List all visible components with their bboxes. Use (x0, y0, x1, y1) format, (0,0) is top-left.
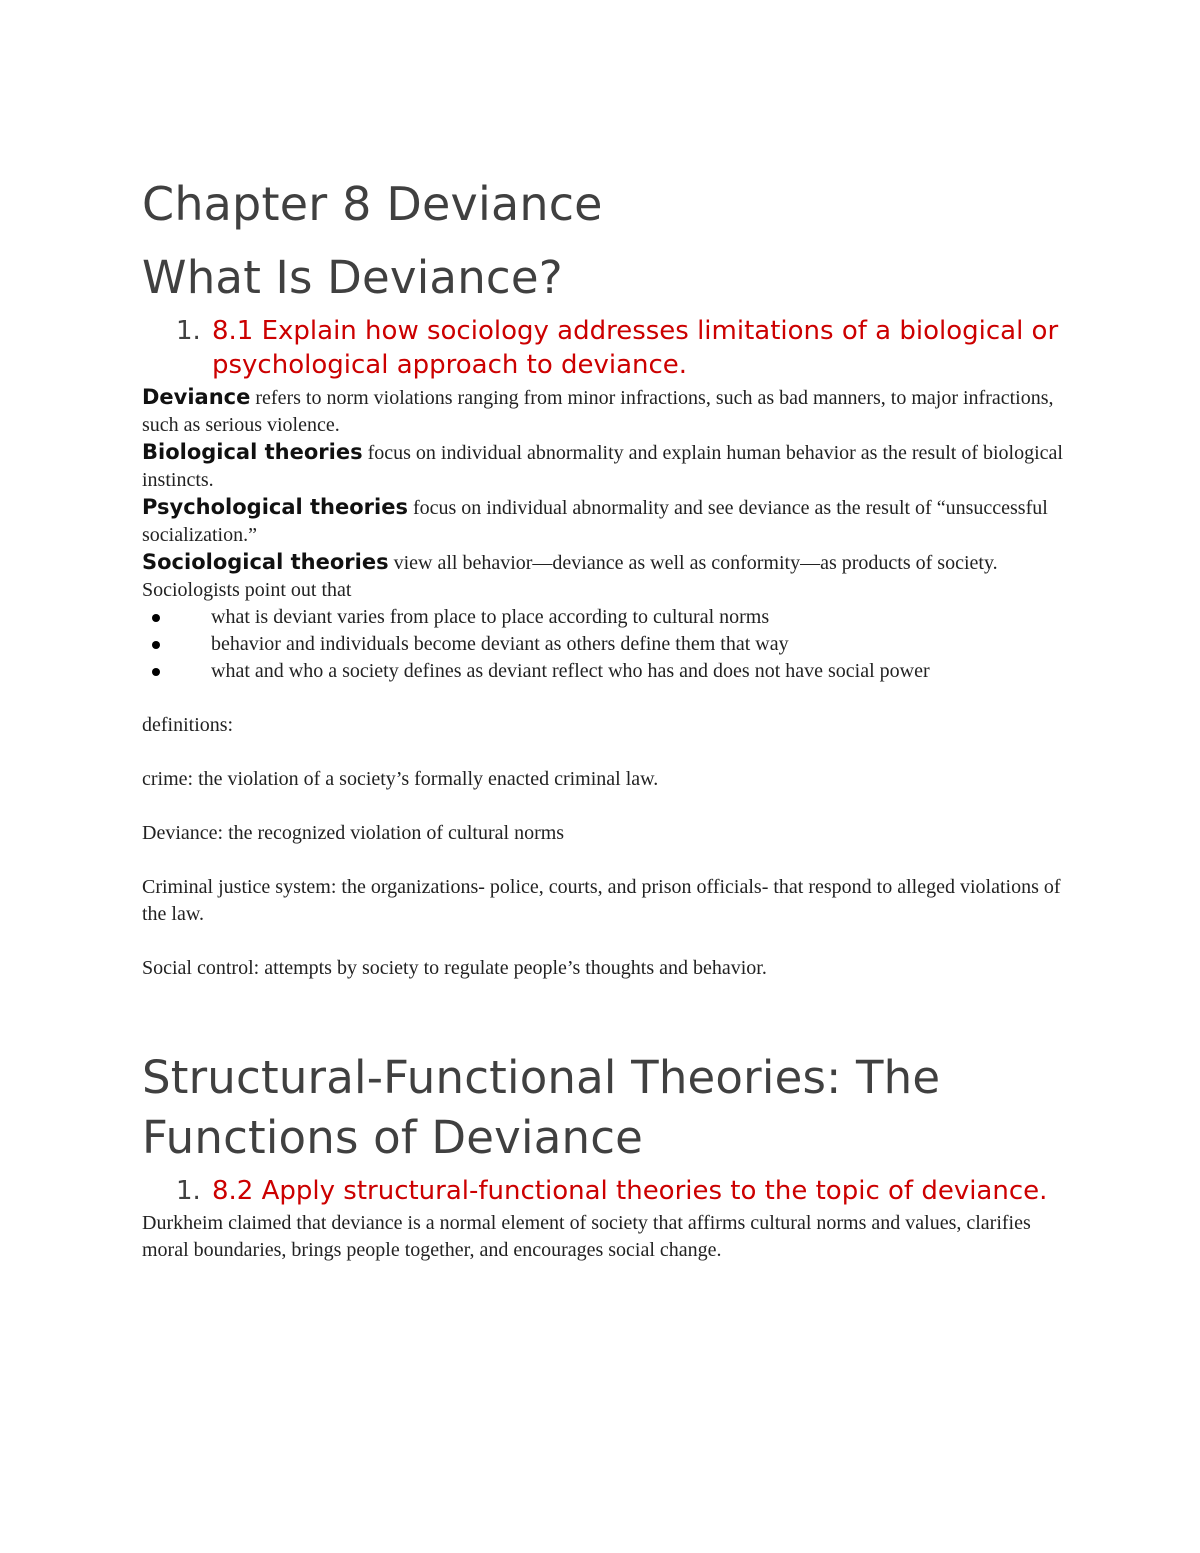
list-item-text: behavior and individuals become deviant as others define them that way (211, 633, 789, 655)
blank-line (142, 928, 1072, 955)
definitions-label: definitions: (142, 714, 234, 736)
blank-line (142, 685, 1072, 712)
blank-line (142, 793, 1072, 820)
objective-text: 8.2 Apply structural-functional theories to the topic of deviance. (212, 1176, 1048, 1206)
section-heading-structural-functional: Structural-Functional Theories: The Functions of Deviance (142, 1051, 941, 1164)
definition-criminal-justice-system: Criminal justice system: the organizations- police, courts, and prison officials- that respond to alleged violations of the law. (142, 876, 1061, 925)
list-item-text: what is deviant varies from place to place according to cultural norms (211, 606, 770, 628)
list-item (142, 658, 1072, 685)
definition-crime: crime: the violation of a society’s formally enacted criminal law. (142, 768, 659, 790)
blank-line (142, 847, 1072, 874)
definition-text: focus on individual abnormality and see deviance as the result of “unsuccessful socialization.” (142, 497, 1048, 546)
paragraph-deviance (142, 384, 1072, 439)
paragraph-psychological-theories (142, 494, 1072, 549)
chapter-title: Chapter 8 Deviance (142, 177, 603, 231)
definition-text: refers to norm violations ranging from minor infractions, such as bad manners, to major infractions, such as serious violence. (142, 387, 1054, 436)
learning-objective-8-1 (142, 314, 1072, 382)
bullet-icon (152, 641, 160, 649)
bullet-icon (152, 614, 160, 622)
paragraph-sociological-theories (142, 549, 1072, 604)
learning-objective-8-2 (142, 1174, 1072, 1208)
definition-text: focus on individual abnormality and explain human behavior as the result of biological instincts. (142, 442, 1063, 491)
definition-deviance: Deviance: the recognized violation of cultural norms (142, 822, 565, 844)
term-biological-theories: Biological theories (142, 440, 363, 464)
term-psychological-theories: Psychological theories (142, 495, 408, 519)
definition-social-control: Social control: attempts by society to regulate people’s thoughts and behavior. (142, 957, 767, 979)
list-item (142, 631, 1072, 658)
list-item (142, 604, 1072, 631)
list-item-text: what and who a society defines as deviant reflect who has and does not have social power (211, 660, 930, 682)
blank-line (142, 739, 1072, 766)
bullet-list (142, 604, 1072, 685)
bullet-icon (152, 668, 160, 676)
paragraph-durkheim: Durkheim claimed that deviance is a normal element of society that affirms cultural norms and values, clarifies moral boundaries, brings people together, and encourages social change. (142, 1212, 1031, 1261)
objective-number: 1. (176, 316, 201, 346)
term-deviance: Deviance (142, 385, 251, 409)
term-sociological-theories: Sociological theories (142, 550, 389, 574)
section-heading-what-is-deviance: What Is Deviance? (142, 251, 563, 304)
definition-text: view all behavior—deviance as well as conformity—as products of society. Sociologists point out that (142, 552, 998, 601)
document-content (142, 172, 1072, 1264)
objective-text: 8.1 Explain how sociology addresses limitations of a biological or psychological approach to deviance. (212, 316, 1059, 380)
objective-number: 1. (176, 1176, 201, 1206)
paragraph-biological-theories (142, 439, 1072, 494)
